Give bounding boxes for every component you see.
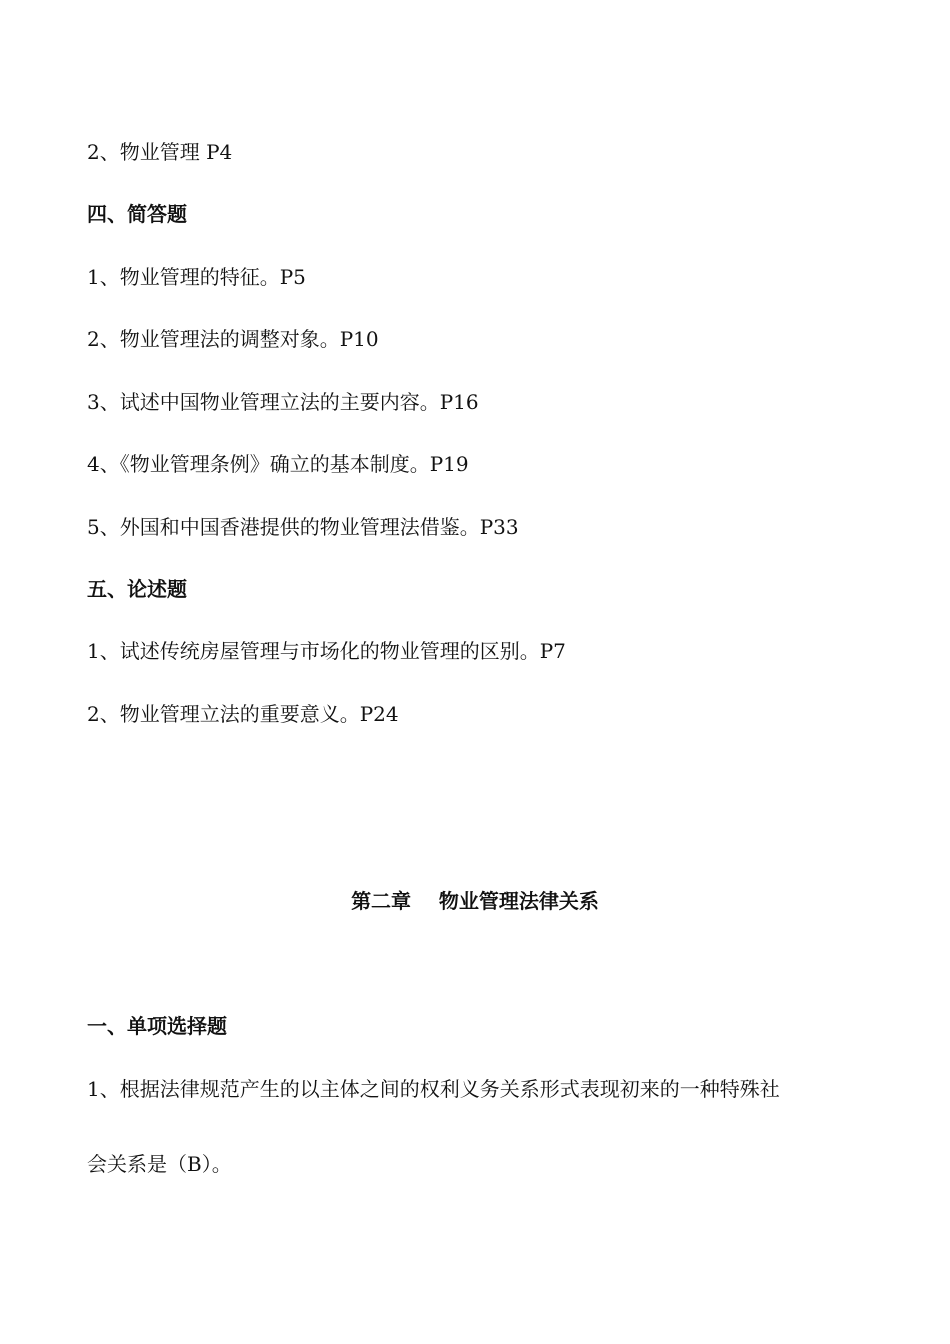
section-heading-short-answer: 四、简答题 xyxy=(87,202,187,226)
section-heading-single-choice: 一、单项选择题 xyxy=(87,1014,227,1038)
text-line: 2、物业管理法的调整对象。P10 xyxy=(87,327,379,351)
text-line: 2、物业管理 P4 xyxy=(87,140,233,164)
text-line: 4、《物业管理条例》确立的基本制度。P19 xyxy=(87,452,469,476)
question-text-continued: 会关系是（B）。 xyxy=(87,1152,232,1176)
text-line: 2、物业管理立法的重要意义。P24 xyxy=(87,702,399,726)
chapter-title: 第二章 物业管理法律关系 xyxy=(351,889,599,913)
question-text: 1、根据法律规范产生的以主体之间的权利义务关系形式表现初来的一种特殊社 xyxy=(87,1077,780,1101)
text-line: 5、外国和中国香港提供的物业管理法借鉴。P33 xyxy=(87,515,519,539)
text-line: 1、试述传统房屋管理与市场化的物业管理的区别。P7 xyxy=(87,639,566,663)
section-heading-essay: 五、论述题 xyxy=(87,577,187,601)
text-line: 3、试述中国物业管理立法的主要内容。P16 xyxy=(87,390,479,414)
text-line: 1、物业管理的特征。P5 xyxy=(87,265,306,289)
